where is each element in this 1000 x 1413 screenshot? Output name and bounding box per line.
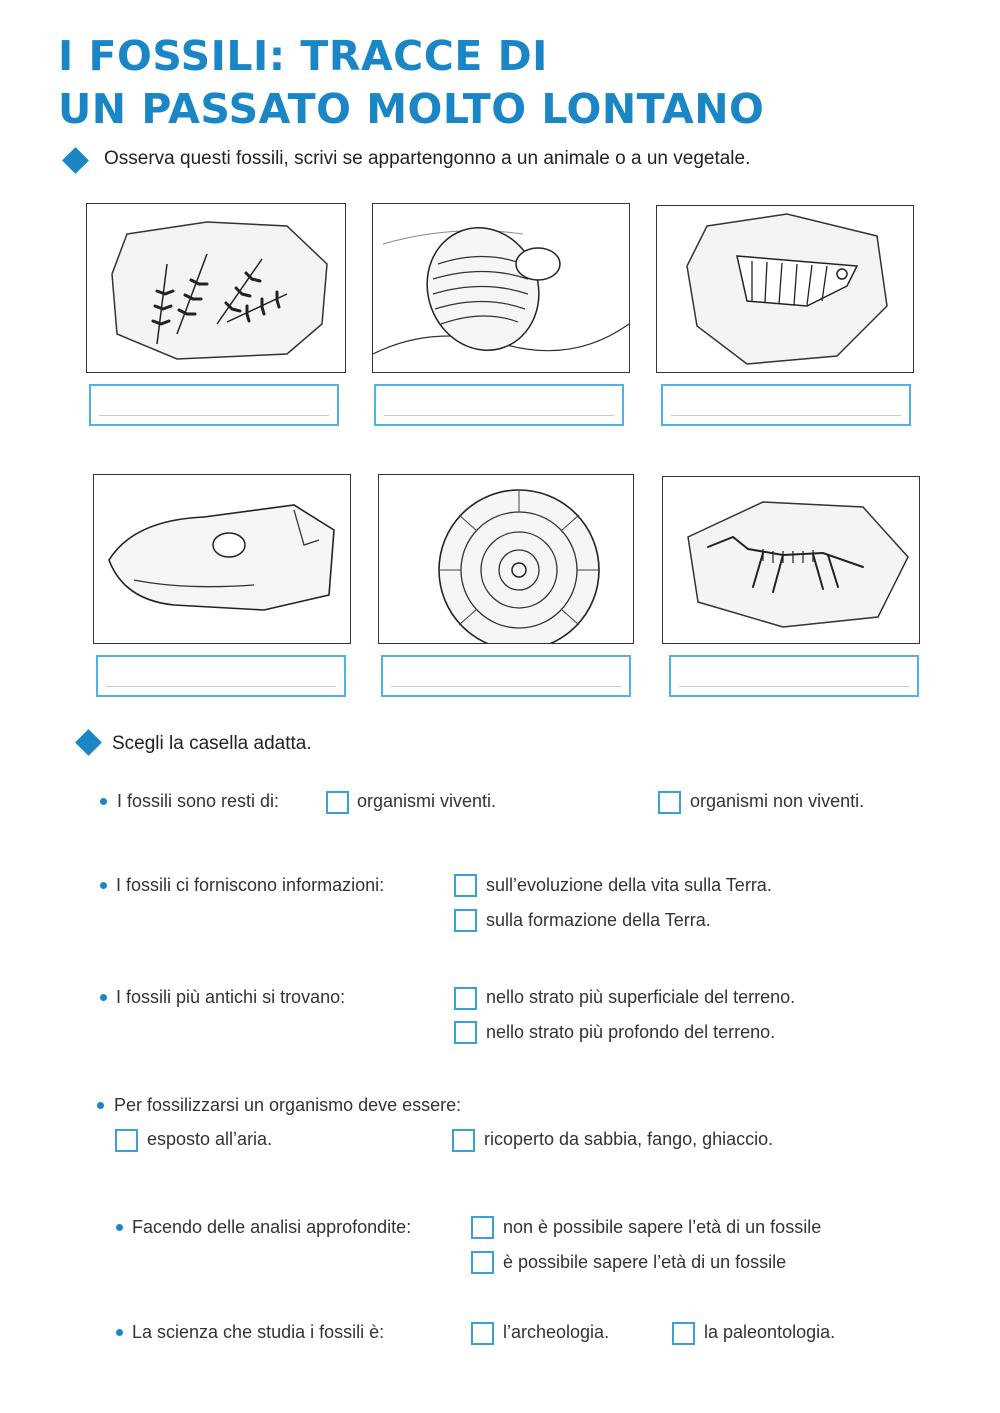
question-4-text: Per fossilizzarsi un organismo deve essere: [114, 1095, 462, 1115]
page-title-line-1: I FOSSILI: TRACCE DI [58, 32, 548, 80]
question-1-text: I fossili sono resti di: [117, 791, 280, 811]
answer-box-3[interactable] [661, 384, 911, 426]
trilobite-fossil-icon [372, 203, 630, 373]
checkbox-q2-option-2[interactable] [454, 909, 477, 932]
answer-box-2[interactable] [374, 384, 624, 426]
checkbox-q2-option-1[interactable] [454, 874, 477, 897]
checkbox-q4-option-1[interactable] [115, 1129, 138, 1152]
section-2-diamond-icon [75, 729, 102, 756]
checkbox-q1-option-1[interactable] [326, 791, 349, 814]
section-1-instruction: Osserva questi fossili, scrivi se appartengonno a un animale o a un vegetale. [104, 148, 751, 169]
bullet-icon [116, 1329, 123, 1336]
q2-option-1-label: sull’evoluzione della vita sulla Terra. [486, 875, 772, 895]
answer-line [391, 686, 621, 687]
bullet-icon [116, 1224, 123, 1231]
checkbox-q5-option-1[interactable] [471, 1216, 494, 1239]
checkbox-q1-option-2[interactable] [658, 791, 681, 814]
checkbox-q4-option-2[interactable] [452, 1129, 475, 1152]
q3-option-2-label: nello strato più profondo del terreno. [486, 1022, 776, 1042]
skull-fossil-icon [93, 474, 351, 644]
question-6-text: La scienza che studia i fossili è: [132, 1322, 385, 1342]
q3-option-1-label: nello strato più superficiale del terreno. [486, 987, 796, 1007]
fern-fossil-icon [86, 203, 346, 373]
q6-option-2-label: la paleontologia. [704, 1322, 836, 1342]
q5-option-1-label: non è possibile sapere l’età di un fossile [503, 1217, 822, 1237]
checkbox-q6-option-1[interactable] [471, 1322, 494, 1345]
section-1-diamond-icon [62, 147, 89, 174]
answer-box-5[interactable] [381, 655, 631, 697]
q1-option-2-label: organismi non viventi. [690, 791, 865, 811]
checkbox-q3-option-2[interactable] [454, 1021, 477, 1044]
answer-box-6[interactable] [669, 655, 919, 697]
q2-option-2-label: sulla formazione della Terra. [486, 910, 711, 930]
section-2-instruction: Scegli la casella adatta. [112, 733, 312, 754]
answer-box-1[interactable] [89, 384, 339, 426]
q4-option-1-label: esposto all’aria. [147, 1129, 273, 1149]
bullet-icon [100, 882, 107, 889]
answer-line [99, 415, 329, 416]
answer-line [671, 415, 901, 416]
q6-option-1-label: l’archeologia. [503, 1322, 610, 1342]
answer-line [384, 415, 614, 416]
bullet-icon [97, 1102, 104, 1109]
checkbox-q5-option-2[interactable] [471, 1251, 494, 1274]
question-3-text: I fossili più antichi si trovano: [116, 987, 346, 1007]
answer-line [679, 686, 909, 687]
bullet-icon [100, 994, 107, 1001]
answer-line [106, 686, 336, 687]
fish-fossil-icon [656, 205, 914, 373]
question-5-text: Facendo delle analisi approfondite: [132, 1217, 412, 1237]
checkbox-q3-option-1[interactable] [454, 987, 477, 1010]
checkbox-q6-option-2[interactable] [672, 1322, 695, 1345]
reptile-skeleton-fossil-icon [662, 476, 920, 644]
q1-option-1-label: organismi viventi. [357, 791, 497, 811]
q5-option-2-label: è possibile sapere l’età di un fossile [503, 1252, 787, 1272]
answer-box-4[interactable] [96, 655, 346, 697]
ammonite-fossil-icon [378, 474, 634, 644]
q4-option-2-label: ricoperto da sabbia, fango, ghiaccio. [484, 1129, 774, 1149]
page-title-line-2: UN PASSATO MOLTO LONTANO [58, 85, 765, 133]
question-2-text: I fossili ci forniscono informazioni: [116, 875, 385, 895]
bullet-icon [100, 798, 107, 805]
